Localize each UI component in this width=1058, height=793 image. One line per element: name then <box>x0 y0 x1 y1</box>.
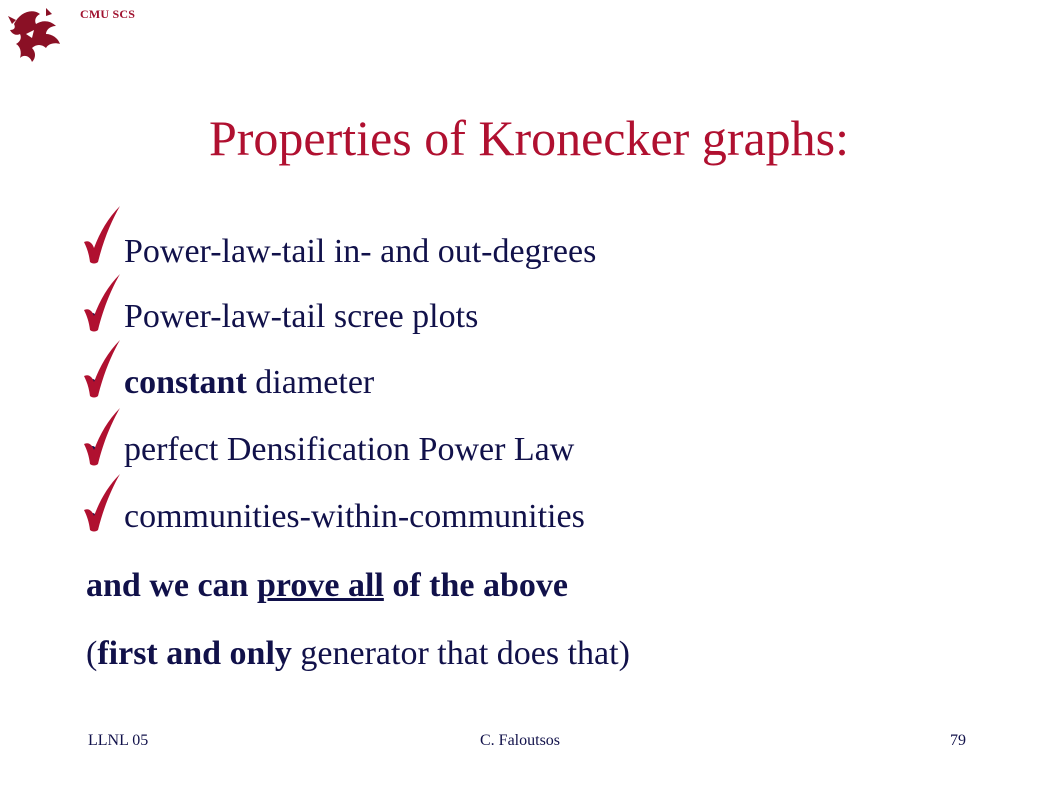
summary-part1: and we can <box>86 567 257 604</box>
summary-part2: of the above <box>383 567 568 604</box>
note-line <box>86 634 630 674</box>
note-bold: first and only <box>97 635 292 672</box>
summary-underlined: prove all <box>256 567 384 604</box>
slide-title: Properties of Kronecker graphs: <box>208 110 850 166</box>
org-label: CMU SCS <box>80 7 136 21</box>
bullet-rest-text: perfect Densification Power Law <box>124 431 575 468</box>
bullet-bold-text: constant <box>124 364 247 401</box>
note-rest: generator that does that) <box>291 635 630 672</box>
bullet-text <box>124 430 574 470</box>
check-mark-icon <box>80 204 124 268</box>
check-mark-icon <box>80 406 124 470</box>
bullet-item <box>88 357 374 409</box>
bullet-text <box>124 363 374 403</box>
bullet-text <box>124 497 585 537</box>
bullet-text <box>124 297 478 337</box>
bullet-rest-text: Power-law-tail scree plots <box>124 298 479 335</box>
bullet-item <box>88 226 596 278</box>
summary-line <box>86 566 568 606</box>
note-open: ( <box>86 635 98 672</box>
check-mark-icon <box>80 272 124 336</box>
footer-center: C. Faloutsos <box>480 732 561 749</box>
footer-left: LLNL 05 <box>88 732 149 749</box>
dragon-logo-icon <box>6 4 64 66</box>
bullet-item <box>88 291 478 343</box>
bullet-rest-text: communities-within-communities <box>124 498 585 535</box>
bullet-item <box>88 424 574 476</box>
check-mark-icon <box>80 472 124 536</box>
check-mark-icon <box>80 338 124 402</box>
bullet-item <box>88 491 585 543</box>
slide-number: 79 <box>950 732 966 749</box>
bullet-rest-text: Power-law-tail in- and out-degrees <box>124 233 597 270</box>
bullet-text <box>124 232 596 272</box>
bullet-rest-text: diameter <box>246 364 375 401</box>
